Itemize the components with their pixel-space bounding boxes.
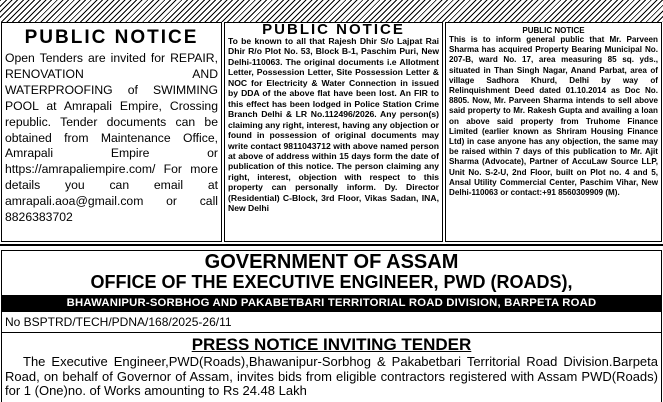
division-banner: BHAWANIPUR-SORBHOG AND PAKABETBARI TERRITORIAL ROAD DIVISION, BARPETA ROAD (2, 295, 661, 312)
decorative-hatch-band (0, 0, 663, 22)
section-divider (0, 244, 663, 246)
govt-tender-notice (1, 250, 662, 402)
notice-body: This is to inform general public that Mr. Parveen Sharma has acquired Property Bearing Municipal No. 207-B, ward No. 17, area measuring 85 sq. yds., situated in Than Singh Nagar, Anand Parbat, area of village Sadhora Khurd, Delhi by way of Relinquishment Deed dated 01.10.2014 as Doc No. 8805. Now, Mr. Parveen Sharma intends to sell above said property to Mr. Rakesh Gupta and availing a loan on above said property from Truhome Finance Limited (earlier known as Shriram Housing Finance Ltd) in case anyone has any objection, the same may be raised within 7 days of this publication to Mr. Ajit Sharma (Advocate), Partner of AccuLaw Source LLP, Unit No. S-2-U, 2nd Floor, built on Plot no. 4 and 5, Ansal Utility Commercial Center, Paschim Vihar, New Delhi-110063 or contact:+91 8560309909 (M). (449, 35, 658, 198)
press-notice-title (2, 335, 661, 355)
press-notice-title-text: PRESS NOTICE INVITING TENDER (191, 335, 472, 354)
reference-number: No BSPTRD/TECH/PDNA/168/2025-26/11 (2, 312, 661, 333)
notice-heading: PUBLIC NOTICE (262, 23, 405, 35)
notice-heading: PUBLIC NOTICE (24, 27, 199, 48)
notice-body: Open Tenders are invited for REPAIR, RENOVATION AND WATERPROOFING of SWIMMING POOL at Amrapali Empire, Crossing republic. Tender documents can be obtained from Maintenance Office, Amrapali Empire or https://amrapaliempire.com/ For more details you can email at amrapali.aoa@gmail.com or call 8826383702 (5, 51, 218, 225)
notice-lost-documents (224, 22, 443, 242)
notice-property-sale (445, 22, 662, 242)
govt-title: GOVERNMENT OF ASSAM (204, 251, 459, 273)
tender-body: The Executive Engineer,PWD(Roads),Bhawanipur-Sorbhog & Pakabetbari Territorial Road Division.Barpeta Road, on behalf of Governor of Assam, invites bids from eligible contractors registered with Assam PWD(Roads) for 1 (One)no. of Works amounting to Rs 24.48 Lakh (5, 354, 658, 398)
notice-heading: PUBLIC NOTICE (522, 26, 585, 35)
notice-body: To be known to all that Rajesh Dhir S/o Lajpat Rai Dhir R/o Plot No. 53, Block B-1, Paschim Puri, New Delhi-110063. The original documents i.e Allotment Letter, Possession Letter, Site Possession Letter & NOC for Electricity & Water Connection in issued by DDA of the above flat have been lost. An FIR to this effect has been lodged in Police Station Crime Branch Delhi & LR No.112496/2026. Any person(s) claiming any right, interest, having any objection or found in possession of original documents may write contact 9811043712 with above named person at above of address within 15 days form the date of publication of this notice. The person claiming any right, interest, objection with respect to this property can personally inform. Dy. Director (Residential) C-Block, 3rd Floor, Vikas Sadan, INA, New Delhi (228, 36, 439, 214)
office-title: OFFICE OF THE EXECUTIVE ENGINEER, PWD (ROADS), (90, 272, 573, 292)
notice-swimming-pool-tender (1, 22, 222, 242)
